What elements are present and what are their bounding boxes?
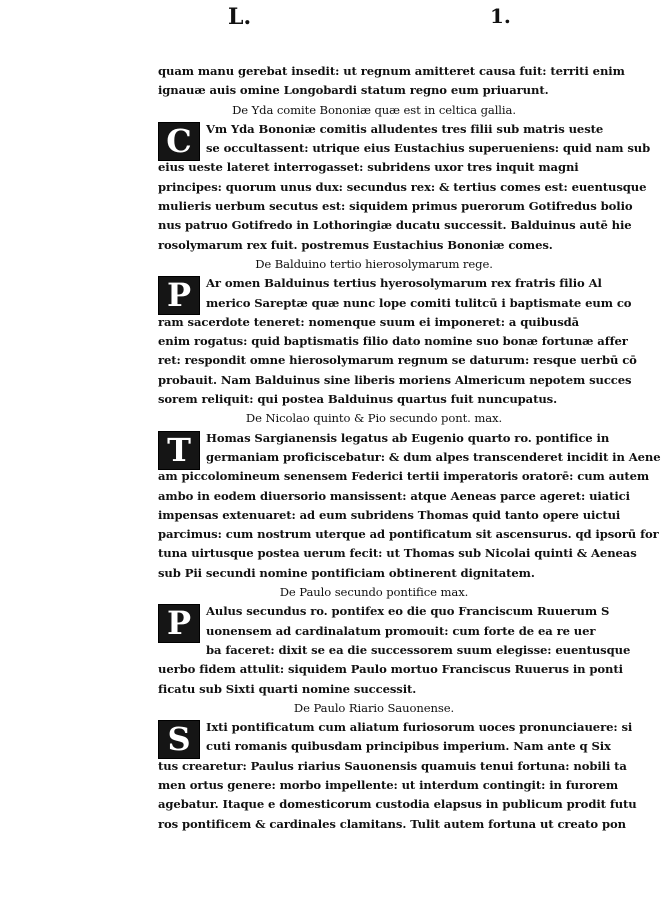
text-line: ram sacerdote teneret: nomenque suum ei imponeret: a quibusdā bbox=[158, 314, 580, 329]
text-line: enim rogatus: quid baptismatis filio dato nomine suo bonæ fortunæ affer bbox=[158, 334, 628, 349]
chapter-heading: De Nicolao quinto & Pio secundo pont. max. bbox=[245, 411, 503, 426]
text-line: ros pontificem & cardinales clamitans. Tulit autem fortuna ut creato pon bbox=[158, 816, 626, 831]
text-line: ret: respondit omne hierosolymarum regnum se daturum: resque uerbū cō bbox=[158, 353, 637, 368]
decorated-initial: T bbox=[158, 431, 200, 470]
chapter-heading: De Paulo secundo pontifice max. bbox=[279, 585, 469, 600]
text-line: sorem reliquit: qui postea Balduinus quartus fuit nuncupatus. bbox=[158, 392, 558, 407]
text-line: sub Pii secundi nomine pontificiam obtinerent dignitatem. bbox=[158, 565, 535, 580]
text-line: ba faceret: dixit se ea die successorem suum elegisse: euentusque bbox=[206, 642, 631, 657]
chapter-heading: De Paulo Riario Sauonense. bbox=[293, 700, 455, 715]
text-line: principes: quorum unus dux: secundus rex: & tertius comes est: euentusque bbox=[158, 179, 647, 194]
text-line: am piccolomineum senensem Federici tertii imperatoris oratorē: cum autem bbox=[158, 469, 650, 484]
decorated-initial: S bbox=[158, 720, 200, 759]
text-line: ficatu sub Sixti quarti nomine successit. bbox=[158, 681, 417, 696]
text-line: men ortus genere: morbo impellente: ut interdum contingit: in furorem bbox=[158, 777, 619, 792]
text-line: se occultassent: utrique eius Eustachius superueniens: quid nam sub bbox=[206, 141, 651, 156]
text-line: quam manu gerebat insedit: ut regnum amitteret causa fuit: territi enim bbox=[158, 64, 625, 78]
text-line: Vm Yda Bononiæ comitis alludentes tres filii sub matris ueste bbox=[206, 121, 604, 136]
text-line: merico Sareptæ quæ nunc lope comiti tulitcū i baptismate eum co bbox=[206, 295, 632, 310]
text-line: Aulus secundus ro. pontifex eo die quo Franciscum Ruuerum S bbox=[206, 604, 610, 619]
text-line: uerbo fidem attulit: siquidem Paulo mortuo Franciscus Ruuerus in ponti bbox=[158, 662, 623, 677]
folio-number: 1. bbox=[490, 4, 511, 28]
text-line: tus crearetur: Paulus riarius Sauonensis quamuis tenui fortuna: nobili ta bbox=[158, 758, 627, 773]
signature-mark: L. bbox=[228, 4, 252, 30]
text-line: ambo in eodem diuersorio mansissent: atque Aeneas parce ageret: uiatici bbox=[158, 488, 630, 503]
text-line: parcimus: cum nostrum uterque ad pontificatum sit ascensurus. qd ipsorū for bbox=[158, 527, 659, 542]
text-line: cuti romanis quibusdam principibus imperium. Nam ante q Six bbox=[206, 739, 611, 754]
text-line: probauit. Nam Balduinus sine liberis moriens Almericum nepotem succes bbox=[158, 372, 632, 387]
text-line: impensas extenuaret: ad eum subridens Thomas quid tanto opere uictui bbox=[158, 507, 621, 522]
text-line: nus patruo Gotifredo in Lothoringiæ ducatu successit. Balduinus autē hie bbox=[158, 218, 632, 233]
text-line: rosolymarum rex fuit. postremus Eustachius Bononiæ comes. bbox=[158, 237, 553, 252]
text-line: Homas Sargianensis legatus ab Eugenio quarto ro. pontifice in bbox=[206, 430, 610, 445]
text-line: agebatur. Itaque e domesticorum custodia elapsus in publicum prodit futu bbox=[158, 797, 637, 812]
text-line: uonensem ad cardinalatum promouit: cum forte de ea re uer bbox=[206, 623, 596, 638]
text-line: ignauæ auis omine Longobardi statum regno eum priuarunt. bbox=[158, 83, 549, 98]
decorated-initial: P bbox=[158, 276, 200, 315]
page-header bbox=[0, 4, 670, 34]
decorated-initial: P bbox=[158, 604, 200, 643]
text-line: germaniam proficiscebatur: & dum alpes transcenderet incidit in Aene bbox=[206, 449, 661, 464]
text-line: tuna uirtusque postea uerum fecit: ut Thomas sub Nicolai quinti & Aeneas bbox=[158, 546, 637, 561]
text-line: Ixti pontificatum cum aliatum furiosorum uoces pronunciauere: si bbox=[206, 720, 633, 735]
chapter-heading: De Balduino tertio hierosolymarum rege. bbox=[255, 256, 493, 271]
decorated-initial: C bbox=[158, 122, 200, 161]
text-line: mulieris uerbum secutus est: siquidem primus puerorum Gotifredus bolio bbox=[158, 199, 633, 214]
text-line: Ar omen Balduinus tertius hyerosolymarum rex fratris filio Al bbox=[206, 276, 602, 291]
text-line: eius ueste lateret interrogasset: subridens uxor tres inquit magni bbox=[158, 160, 579, 175]
chapter-heading: De Yda comite Bononiæ quæ est in celtica gallia. bbox=[232, 102, 516, 117]
text-block bbox=[158, 62, 661, 834]
